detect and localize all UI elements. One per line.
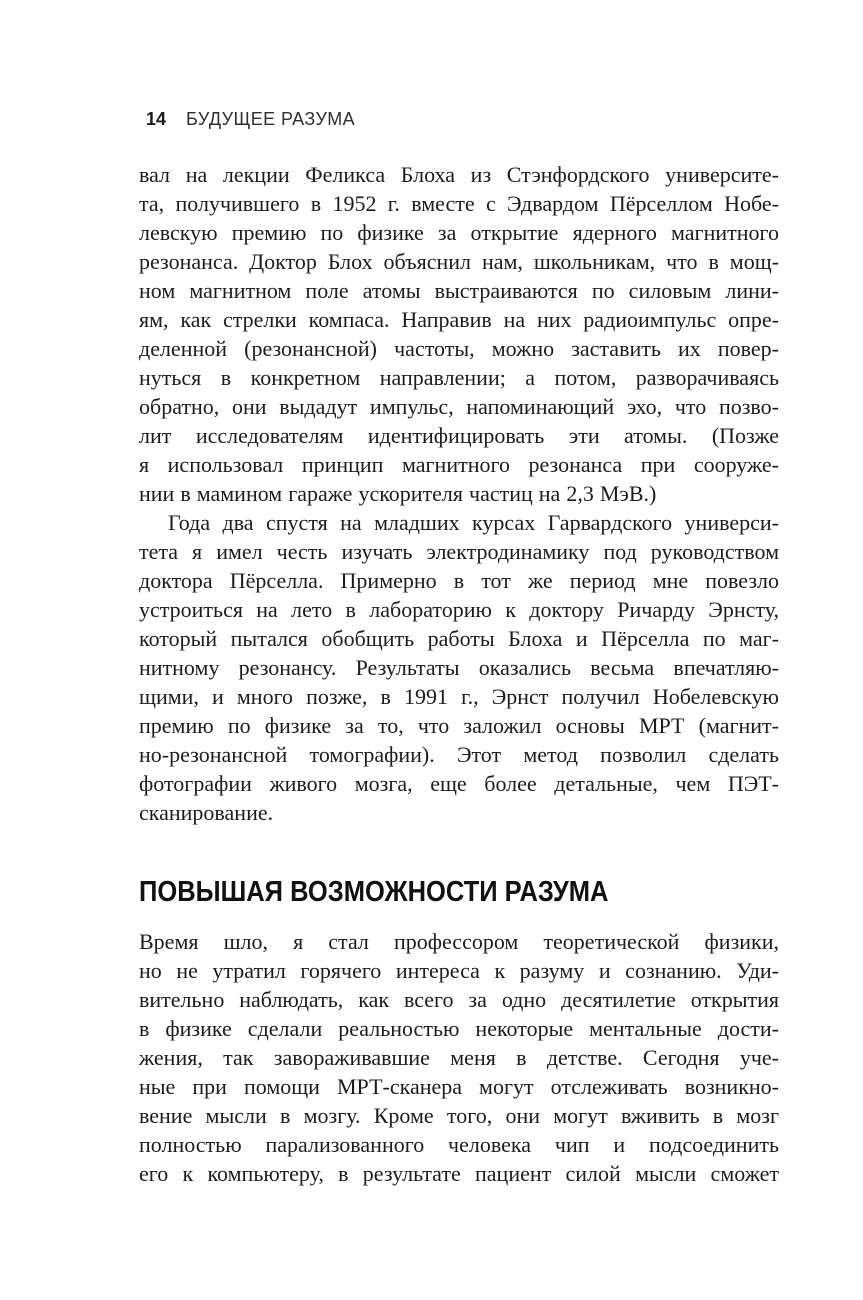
text-line: вал на лекции Феликса Блоха из Стэнфордского университе- — [139, 162, 779, 187]
text-line: Года два спустя на младших курсах Гарвардского универси- — [168, 510, 779, 535]
text-line: вение мысли в мозгу. Кроме того, они могут вживить в мозг — [139, 1103, 779, 1128]
running-title: БУДУЩЕЕ РАЗУМА — [186, 109, 356, 129]
running-header — [146, 108, 355, 130]
text-line: его к компьютеру, в результате пациент силой мысли сможет — [139, 1161, 779, 1186]
text-line: деленной (резонансной) частоты, можно заставить их повер- — [139, 336, 779, 361]
text-line: сканирование. — [139, 800, 274, 825]
text-line: та, получившего в 1952 г. вместе с Эдвардом Пёрселлом Нобе- — [139, 191, 779, 216]
paragraph — [139, 927, 779, 1188]
section-heading: ПОВЫШАЯ ВОЗМОЖНОСТИ РАЗУМА — [139, 876, 609, 908]
text-line: ям, как стрелки компаса. Направив на них радиоимпульс опре- — [139, 307, 779, 332]
text-line: тета я имел честь изучать электродинамику под руководством — [139, 539, 779, 564]
text-line: жения, так завораживавшие меня в детстве. Сегодня уче- — [139, 1045, 779, 1070]
text-line: нуться в конкретном направлении; а потом, разворачиваясь — [139, 365, 779, 390]
text-line: но-резонансной томографии). Этот метод позволил сделать — [139, 742, 779, 767]
text-line: фотографии живого мозга, еще более детальные, чем ПЭТ- — [139, 771, 779, 796]
text-line: ном магнитном поле атомы выстраиваются по силовым лини- — [139, 278, 779, 303]
paragraph — [139, 160, 779, 508]
text-line: вительно наблюдать, как всего за одно десятилетие открытия — [139, 987, 779, 1012]
text-line: в физике сделали реальностью некоторые ментальные дости- — [139, 1016, 779, 1041]
text-line: левскую премию по физике за открытие ядерного магнитного — [139, 220, 779, 245]
text-line: резонанса. Доктор Блох объяснил нам, школьникам, что в мощ- — [139, 249, 779, 274]
text-line: который пытался обобщить работы Блоха и Пёрселла по маг- — [139, 626, 779, 651]
text-column — [139, 160, 779, 1188]
text-line: полностью парализованного человека чип и подсоединить — [139, 1132, 779, 1157]
text-line: лит исследователям идентифицировать эти атомы. (Позже — [139, 423, 779, 448]
text-line: доктора Пёрселла. Примерно в тот же период мне повезло — [139, 568, 779, 593]
paragraph — [139, 508, 779, 827]
text-line: я использовал принцип магнитного резонанса при сооруже- — [139, 452, 779, 477]
text-line: но не утратил горячего интереса к разуму и сознанию. Уди- — [139, 958, 779, 983]
text-line: обратно, они выдадут импульс, напоминающий эхо, что позво- — [139, 394, 779, 419]
text-line: щими, и много позже, в 1991 г., Эрнст получил Нобелевскую — [139, 684, 779, 709]
page-number: 14 — [146, 109, 167, 129]
text-line: устроиться на лето в лабораторию к доктору Ричарду Эрнсту, — [139, 597, 779, 622]
text-line: нии в мамином гараже ускорителя частиц на 2,3 МэВ.) — [139, 481, 657, 506]
text-line: премию по физике за то, что заложил основы МРТ (магнит- — [139, 713, 779, 738]
text-line: нитному резонансу. Результаты оказались весьма впечатляю- — [139, 655, 779, 680]
text-line: ные при помощи МРТ-сканера могут отслеживать возникно- — [139, 1074, 779, 1099]
text-line: Время шло, я стал профессором теоретической физики, — [139, 929, 779, 954]
